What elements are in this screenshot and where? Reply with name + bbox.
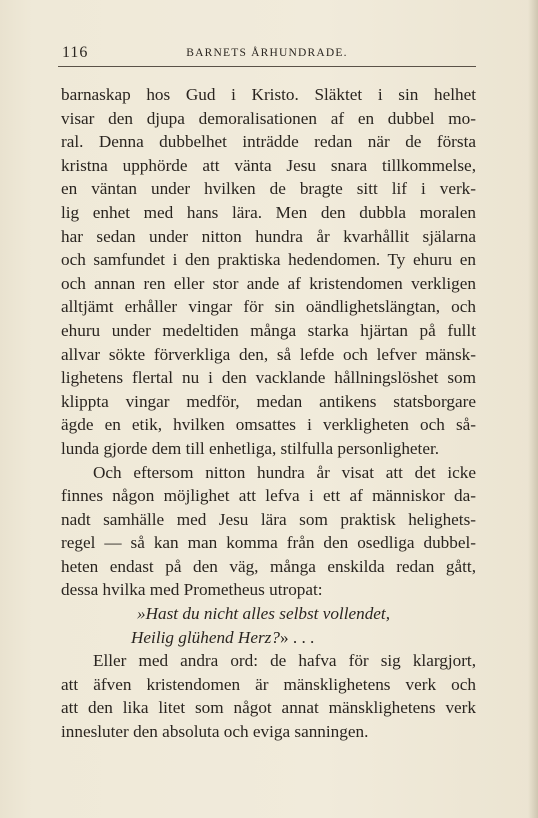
text-line: att äfven kristendomen är mänsklighetens verk och bbox=[61, 674, 476, 694]
text-line: Och eftersom nitton hundra år visat att det icke bbox=[93, 462, 476, 482]
verse-tail: » . . . bbox=[279, 627, 315, 647]
text-line: en väntan under hvilken de bragte sitt lif i verk- bbox=[61, 179, 476, 199]
text-line: och samfundet i den praktiska hedendomen. Ty ehuru en bbox=[61, 250, 476, 270]
text-line: klippta vingar medför, medan antikens statsborgare bbox=[61, 391, 476, 411]
text-line: ral. Denna dubbelhet inträdde redan när de första bbox=[61, 132, 476, 152]
text-line: nadt samhälle med Jesu lära som praktisk helighets- bbox=[61, 509, 476, 529]
text-line: lig enhet med hans lära. Men den dubbla moralen bbox=[61, 202, 476, 222]
verse-text: Heilig glühend Herz? bbox=[131, 627, 280, 647]
page-number: 116 bbox=[62, 44, 89, 61]
text-line: kristna upphörde att vänta Jesu snara tillkommelse, bbox=[61, 155, 476, 175]
text-line: lunda gjorde dem till enhetliga, stilfulla personligheter. bbox=[61, 438, 440, 458]
text-line: dessa hvilka med Prometheus utropat: bbox=[61, 580, 323, 600]
text-line: regel — så kan man komma från den osedliga dubbel- bbox=[61, 533, 476, 553]
body-text bbox=[61, 83, 476, 744]
running-title: BARNETS ÅRHUNDRADE. bbox=[186, 47, 348, 59]
text-line: visar den djupa demoralisationen af en dubbel mo- bbox=[61, 108, 476, 128]
text-line: finnes någon möjlighet att lefva i ett af människor da- bbox=[61, 486, 476, 506]
text-line: alltjämt erhåller vingar för sin oändlighetslängtan, och bbox=[61, 297, 476, 317]
text-line: att den lika litet som något annat mänsklighetens verk bbox=[61, 698, 476, 718]
text-line: har sedan under nitton hundra år kvarhållit själarna bbox=[61, 226, 476, 246]
text-line: barnaskap hos Gud i Kristo. Släktet i sin helhet bbox=[61, 85, 476, 104]
page-gutter-shadow bbox=[528, 0, 538, 818]
text-line: allvar sökte förverkliga den, så lefde och lefver mänsk- bbox=[61, 344, 476, 364]
page-header bbox=[58, 44, 476, 67]
text-line: innesluter den absoluta och eviga sanningen. bbox=[61, 722, 369, 742]
text-line: Eller med andra ord: de hafva för sig klargjort, bbox=[93, 651, 476, 671]
text-line: ehuru under medeltiden många starka hjärtan på fullt bbox=[61, 320, 476, 340]
verse-line bbox=[61, 626, 476, 650]
verse-line: »Hast du nicht alles selbst vollendet, bbox=[137, 604, 391, 624]
text-line: heten endast på den väg, många enskilda redan gått, bbox=[61, 556, 476, 576]
text-line: och annan ren eller stor ande af kristendomen verkligen bbox=[61, 273, 476, 293]
text-line: ägde en etik, hvilken omsattes i verkligheten och så- bbox=[61, 415, 476, 435]
text-line: lighetens flertal nu i den vacklande hållningslöshet som bbox=[61, 368, 476, 388]
